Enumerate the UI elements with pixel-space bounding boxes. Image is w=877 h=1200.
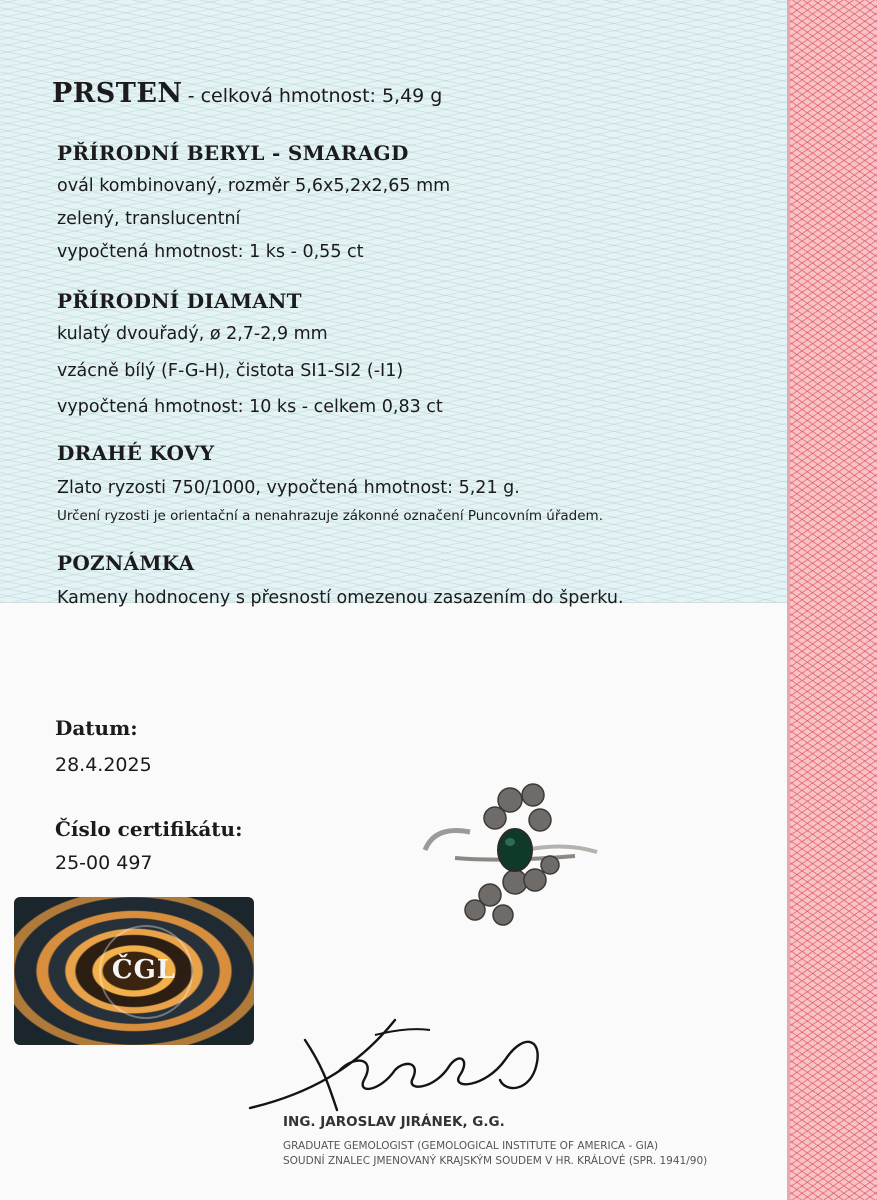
total-weight: - celková hmotnost: 5,49 g xyxy=(187,85,443,107)
note-heading: POZNÁMKA xyxy=(57,551,195,575)
diamond-line: kulatý dvouřadý, ø 2,7-2,9 mm xyxy=(57,324,328,344)
security-border xyxy=(787,0,877,1200)
signatory-credential: SOUDNÍ ZNALEC JMENOVANÝ KRAJSKÝM SOUDEM V HR. KRÁLOVÉ (SPR. 1941/90) xyxy=(283,1155,708,1167)
note-line: Kameny hodnoceny s přesností omezenou zasazením do šperku. xyxy=(57,588,624,608)
beryl-line: vypočtená hmotnost: 1 ks - 0,55 ct xyxy=(57,242,364,262)
signatory-credential: GRADUATE GEMOLOGIST (GEMOLOGICAL INSTITUTE OF AMERICA - GIA) xyxy=(283,1140,659,1152)
metals-note: Určení ryzosti je orientační a nenahrazuje zákonné označení Puncovním úřadem. xyxy=(57,508,603,524)
diamond-heading: PŘÍRODNÍ DIAMANT xyxy=(57,289,302,313)
beryl-heading: PŘÍRODNÍ BERYL - SMARAGD xyxy=(57,141,409,165)
product-title: PRSTEN xyxy=(52,78,183,109)
beryl-line: zelený, translucentní xyxy=(57,209,241,229)
diamond-line: vzácně bílý (F-G-H), čistota SI1-SI2 (-I1) xyxy=(57,361,404,381)
seal-logo: ČGL xyxy=(111,955,177,985)
certificate-label: Číslo certifikátu: xyxy=(55,817,243,841)
handwritten-signature xyxy=(245,1000,565,1120)
metals-heading: DRAHÉ KOVY xyxy=(57,441,215,465)
beryl-line: ovál kombinovaný, rozměr 5,6x5,2x2,65 mm xyxy=(57,176,451,196)
ring-photo xyxy=(415,770,615,945)
diamond-line: vypočtená hmotnost: 10 ks - celkem 0,83 ct xyxy=(57,397,443,417)
date-label: Datum: xyxy=(55,716,138,740)
metals-line: Zlato ryzosti 750/1000, vypočtená hmotnost: 5,21 g. xyxy=(57,478,520,498)
signatory-name: ING. JAROSLAV JIRÁNEK, G.G. xyxy=(283,1114,505,1130)
certificate-value: 25-00 497 xyxy=(55,852,153,874)
laboratory-seal xyxy=(14,897,254,1045)
date-value: 28.4.2025 xyxy=(55,754,152,776)
product-title-line xyxy=(52,78,442,109)
